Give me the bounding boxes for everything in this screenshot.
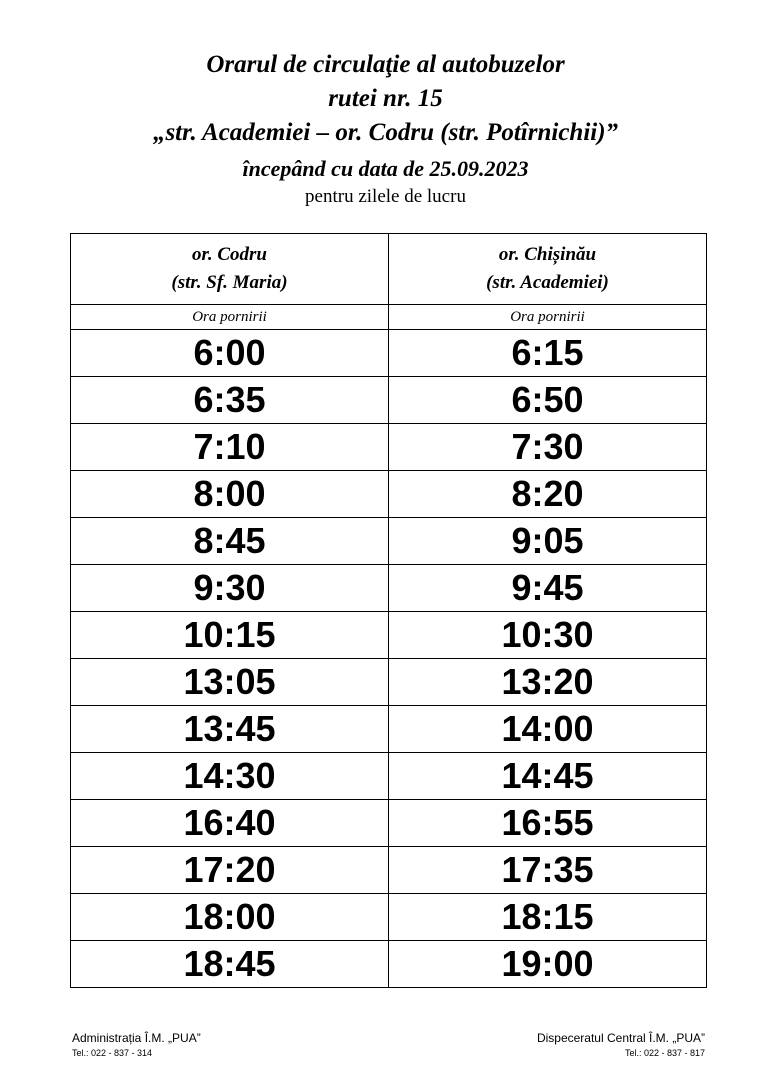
footer-dispatch: [537, 1030, 705, 1060]
departure-time-codru: 14:30: [71, 753, 389, 800]
footer-administration: [72, 1030, 201, 1060]
departure-time-codru: 13:45: [71, 706, 389, 753]
departure-time-codru: 18:00: [71, 894, 389, 941]
table-row: [71, 612, 707, 659]
departure-time-chisinau: 14:00: [389, 706, 707, 753]
table-row: [71, 941, 707, 988]
table-row: [71, 377, 707, 424]
departure-time-chisinau: 17:35: [389, 847, 707, 894]
departure-time-chisinau: 9:05: [389, 518, 707, 565]
departure-time-chisinau: 18:15: [389, 894, 707, 941]
departure-time-codru: 7:10: [71, 424, 389, 471]
departure-time-codru: 8:45: [71, 518, 389, 565]
days-label: pentru zilele de lucru: [305, 186, 466, 207]
departure-time-chisinau: 9:45: [389, 565, 707, 612]
column-header-line: or. Chișinău: [498, 244, 597, 265]
departure-time-codru: 18:45: [71, 941, 389, 988]
departure-time-codru: 17:20: [71, 847, 389, 894]
table-subheader-row: [71, 305, 707, 330]
departure-time-codru: 16:40: [71, 800, 389, 847]
column-header-codru: [71, 234, 389, 305]
table-row: [71, 330, 707, 377]
table-row: [71, 800, 707, 847]
table-row: [71, 518, 707, 565]
time-rows: [71, 330, 707, 988]
departure-time-codru: 8:00: [71, 471, 389, 518]
footer-org: Administrația Î.M. „PUA”: [72, 1031, 201, 1045]
departure-time-codru: 13:05: [71, 659, 389, 706]
title-line-2: rutei nr. 15: [328, 85, 443, 112]
departure-time-chisinau: 16:55: [389, 800, 707, 847]
departure-time-chisinau: 10:30: [389, 612, 707, 659]
title-block: [0, 48, 771, 210]
departure-time-codru: 6:00: [71, 330, 389, 377]
departure-time-codru: 6:35: [71, 377, 389, 424]
footer-phone: Tel.: 022 - 837 - 314: [72, 1048, 153, 1058]
table-row: [71, 565, 707, 612]
departure-time-codru: 9:30: [71, 565, 389, 612]
departure-time-chisinau: 6:50: [389, 377, 707, 424]
departure-label: Ora pornirii: [71, 305, 389, 330]
footer-phone: Tel.: 022 - 837 - 817: [624, 1048, 705, 1058]
title-line-1: Orarul de circulaţie al autobuzelor: [206, 51, 565, 78]
schedule-table: [70, 233, 707, 988]
departure-time-chisinau: 7:30: [389, 424, 707, 471]
column-header-line: or. Codru: [192, 244, 267, 265]
departure-time-chisinau: 14:45: [389, 753, 707, 800]
footer-org: Dispeceratul Central Î.M. „PUA”: [536, 1031, 705, 1045]
table-row: [71, 471, 707, 518]
table-row: [71, 847, 707, 894]
table-row: [71, 424, 707, 471]
column-header-line: (str. Academiei): [486, 272, 609, 293]
departure-label: Ora pornirii: [389, 305, 707, 330]
table-row: [71, 753, 707, 800]
effective-date: începând cu data de 25.09.2023: [242, 156, 529, 181]
departure-time-chisinau: 13:20: [389, 659, 707, 706]
departure-time-chisinau: 19:00: [389, 941, 707, 988]
departure-time-chisinau: 8:20: [389, 471, 707, 518]
title-line-3: „str. Academiei – or. Codru (str. Potîrnichii)”: [152, 119, 619, 146]
column-header-line: (str. Sf. Maria): [171, 272, 288, 293]
table-row: [71, 659, 707, 706]
column-header-chisinau: [389, 234, 707, 305]
table-header-row: [71, 234, 707, 305]
table-row: [71, 706, 707, 753]
departure-time-chisinau: 6:15: [389, 330, 707, 377]
departure-time-codru: 10:15: [71, 612, 389, 659]
table-row: [71, 894, 707, 941]
